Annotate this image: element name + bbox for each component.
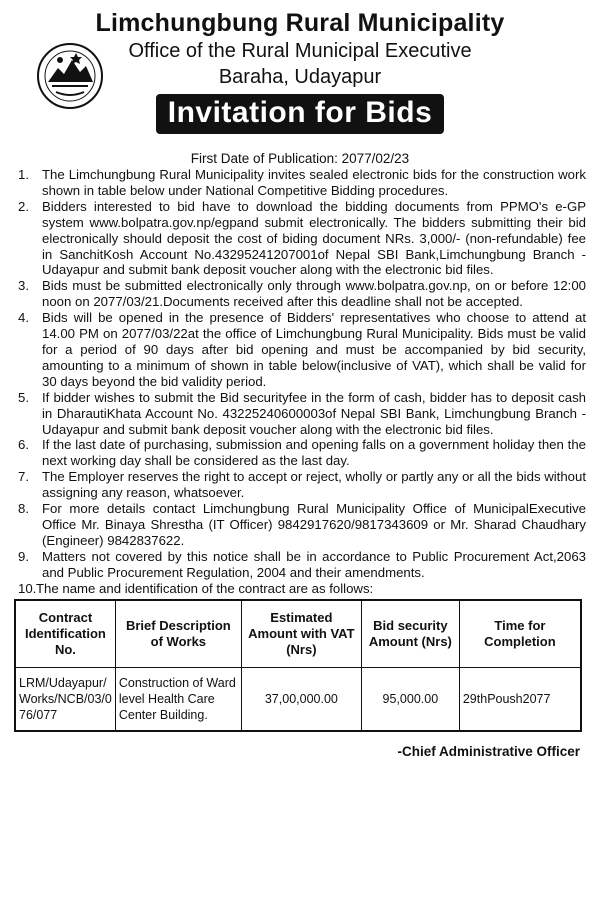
item-text: Matters not covered by this notice shall be in accordance to Public Procurement Act,2063 and Public Procurement Regulation, 2004 and their amendments. <box>42 548 586 580</box>
item-number: 10. <box>18 580 37 596</box>
item-text: Bids will be opened in the presence of Bidders' representatives who choose to attend at 14.00 PM on 2077/03/22at the office of Limchungbung Rural Municipality. Bids must be valid for a period of 90 days after bid opening and must be accompanied by bid security, amounting to a minimum of shown in table below(inclusive of VAT), which shall be valid for 30 days beyond the bid validity period. <box>42 310 586 389</box>
item-number: 5. <box>18 389 29 405</box>
item-text: The Employer reserves the right to accept or reject, wholly or partly any or all the bids without assigning any reason, whatsoever. <box>42 469 586 501</box>
office-name: Office of the Rural Municipal Executive <box>128 40 472 62</box>
notice-item <box>14 167 586 199</box>
notice-item <box>14 390 586 438</box>
notice-item <box>14 581 586 597</box>
notice-item <box>14 549 586 581</box>
notice-items <box>14 167 586 596</box>
item-text: Bids must be submitted electronically only through www.bolpatra.gov.np, on or before 12:00 noon on 2077/03/21.Documents received after this deadline shall not be accepted. <box>42 278 586 310</box>
column-header: Estimated Amount with VAT (Nrs) <box>241 600 361 668</box>
table-header-row <box>15 600 581 668</box>
item-text: For more details contact Limchungbung Rural Municipality Office of MunicipalExecutive Office Mr. Binaya Shrestha (IT Officer) 9842917620/9817343609 or Mr. Sharad Chaudhary (Engineer) 9842837622. <box>42 501 586 548</box>
item-text: The Limchungbung Rural Municipality invites sealed electronic bids for the construction work shown in table below under National Competitive Bidding procedures. <box>42 167 586 198</box>
estimated-amount-cell: 37,00,000.00 <box>241 668 361 732</box>
item-number: 6. <box>18 437 29 453</box>
notice-item <box>14 310 586 390</box>
publication-date: First Date of Publication: 2077/02/23 <box>190 151 410 166</box>
work-description-cell: Construction of Ward level Health Care Center Building. <box>115 668 241 732</box>
contract-table <box>14 599 582 732</box>
item-number: 2. <box>18 198 29 214</box>
notice-item <box>14 278 586 310</box>
item-number: 9. <box>18 548 29 564</box>
item-number: 3. <box>18 278 29 294</box>
item-text: If bidder wishes to submit the Bid securityfee in the form of cash, bidder has to deposit cash in DharautiKhata Account No. 43225240600003of Nepal SBI Bank, Limchungbung Branch - Udayapur and submit bank deposit voucher along with the electronic bid files. <box>42 389 586 437</box>
signature: -Chief Administrative Officer <box>397 744 580 760</box>
notice-item <box>14 469 586 501</box>
item-text: Bidders interested to bid have to download the bidding documents from PPMO's e-GP system www.bolpatra.gov.np/egpand submit electronically. The bidders submitting their bid electronically should deposit the cost of biding document NRs. 3,000/- (non-refundable) fee in SanchitKosh Account No.43295241207001of Nepal SBI Bank,Limchungbung Branch - Udayapur and submit bank deposit voucher along with the electronic bid files. <box>42 198 586 278</box>
bid-security-cell: 95,000.00 <box>361 668 459 732</box>
item-text: If the last date of purchasing, submission and opening falls on a government holiday then the next working day shall be considered as the last day. <box>42 437 586 469</box>
column-header: Contract Identification No. <box>15 600 115 668</box>
notice-header <box>14 0 586 150</box>
table-row <box>15 668 581 732</box>
notice-banner: Invitation for Bids <box>156 94 445 134</box>
item-text: The name and identification of the contract are as follows: <box>36 580 374 596</box>
office-location: Baraha, Udayapur <box>218 66 382 88</box>
column-header: Bid security Amount (Nrs) <box>361 600 459 668</box>
contract-id-cell: LRM/Udayapur/ Works/NCB/03/0 76/077 <box>15 668 115 732</box>
notice-item <box>14 437 586 469</box>
notice-item <box>14 501 586 549</box>
column-header: Time for Completion <box>459 600 581 668</box>
municipality-title: Limchungbung Rural Municipality <box>95 9 505 37</box>
item-number: 7. <box>18 469 29 485</box>
item-number: 4. <box>18 310 29 326</box>
item-number: 8. <box>18 501 29 517</box>
notice-item <box>14 199 586 279</box>
completion-time-cell: 29thPoush2077 <box>459 668 581 732</box>
column-header: Brief Description of Works <box>115 600 241 668</box>
item-number: 1. <box>18 167 29 182</box>
municipality-emblem-icon <box>36 42 104 110</box>
